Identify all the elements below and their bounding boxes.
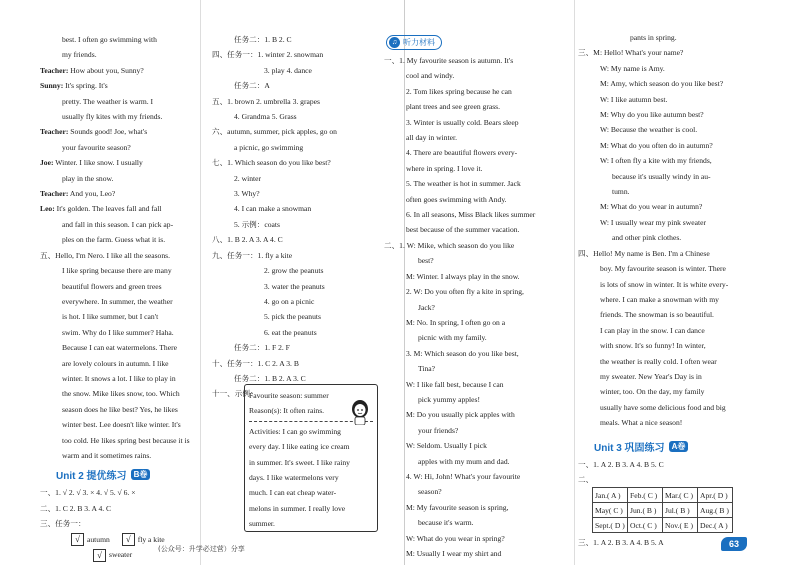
box-line: every day. I like eating ice cream (249, 442, 350, 452)
text-line: 2. winter (234, 173, 261, 183)
text-line: and fall in this season. I can pick ap- (62, 219, 174, 229)
headphone-icon: ♫ (389, 37, 400, 48)
text-line: 任务二：1. B 2. A 3. C (234, 373, 306, 383)
text-line: M: Do you usually pick apples with (406, 410, 515, 420)
month-cell: Mar.( C ) (663, 488, 698, 503)
text-line: 2. Tom likes spring because he can (406, 86, 512, 96)
text-line: 六、autumn, summer, pick apples, go on (212, 127, 337, 137)
column-divider (574, 0, 575, 565)
text-line: 5. pick the peanuts (264, 312, 321, 322)
text-line: 二、 (578, 474, 594, 484)
text-line: best. I often go swimming with (62, 35, 157, 44)
text-line: my sweater. New Year's Day is in (600, 371, 702, 381)
col4-lines (578, 30, 778, 431)
column-2 (212, 32, 397, 402)
text-line: 七、1. Which season do you like best? (212, 158, 331, 168)
text-line: pants in spring. (630, 33, 677, 42)
text-line: W: I often fly a kite with my friends, (600, 156, 712, 166)
text-line: friends. The snowman is so beautiful. (600, 310, 714, 320)
task1-b: fly a kite (137, 534, 165, 544)
text-line: pretty. The weather is warm. I (62, 96, 154, 106)
box-line: Activities: I can go swimming (249, 426, 341, 436)
text-line: 一、1. √ 2. √ 3. × 4. √ 5. √ 6. × (40, 488, 136, 498)
text-line: Teacher: And you, Leo? (40, 189, 116, 199)
listening-header (386, 35, 442, 50)
text-line: a picnic, go swimming (234, 142, 304, 152)
month-cell: Aug.( B ) (698, 503, 733, 518)
text-line: 二、1. W: Mike, which season do you like (384, 240, 515, 250)
text-line: winter. It snows a lot. I like to play in (62, 373, 176, 383)
text-line: W: Seldom. Usually I pick (406, 441, 487, 451)
month-cell: Dec.( A ) (698, 518, 733, 533)
text-line: apples with my mum and dad. (418, 456, 510, 466)
text-line: I can play in the snow. I can dance (600, 325, 705, 335)
month-cell: Jan.( A ) (593, 488, 628, 503)
text-line: 6. eat the peanuts (264, 327, 317, 337)
text-line: 三、任务一： (40, 519, 86, 529)
text-line: M: What do you often do in autumn? (600, 140, 713, 150)
text-line: 八、1. B 2. A 3. A 4. C (212, 235, 283, 245)
text-line: Teacher: How about you, Sunny? (40, 65, 144, 75)
text-line: Because I can eat watermelons. There (62, 343, 177, 353)
month-cell: Nov.( E ) (663, 518, 698, 533)
text-line: 4. I can make a snowman (234, 204, 312, 214)
text-line: 十、任务一：1. C 2. A 3. B (212, 358, 299, 368)
month-cell: May( C ) (593, 503, 628, 518)
text-line: 5. 示例：coats (234, 219, 280, 229)
box-line: in summer. It's sweet. I like rainy (249, 457, 350, 467)
months-row (593, 518, 733, 533)
example-writing-box (244, 384, 378, 532)
text-line: Tina? (418, 364, 436, 374)
text-line: play in the snow. (62, 173, 114, 183)
box-line: Favourite season: summer (249, 391, 329, 400)
text-line: 四、Hello! My name is Ben. I'm a Chinese (578, 248, 710, 258)
text-line: usually fly kites with my friends. (62, 112, 163, 122)
text-line: 五、Hello, I'm Nero. I like all the seasons. (40, 250, 171, 260)
text-line: Joe: Winter. I like snow. I usually (40, 158, 143, 168)
text-line: 4. W: Hi, John! What's your favourite (406, 471, 521, 481)
text-line: where. I can make a snowman with my (600, 294, 719, 304)
text-line: season does he like best? Yes, he likes (62, 404, 178, 414)
text-line: M: Why do you like autumn best? (600, 110, 704, 120)
unit3-title: Unit 3 巩固练习 (594, 442, 665, 454)
text-line: Leo: It's golden. The leaves fall and fall (40, 204, 162, 214)
text-line: is lots of snow in winter. It is white every- (600, 279, 729, 289)
text-line: 2. grow the peanuts (264, 266, 324, 276)
text-line: W: Because the weather is cool. (600, 125, 698, 135)
text-line: W: My name is Amy. (600, 63, 665, 73)
text-line: 3. Winter is usually cold. Bears sleep (406, 117, 519, 127)
text-line: picnic with my family. (418, 333, 487, 343)
check-box: √ (71, 533, 84, 546)
text-line: 5. The weather is hot in summer. Jack (406, 179, 521, 189)
text-line: best because of the summer vacation. (406, 225, 520, 235)
text-line: are lovely colours in autumn. I like (62, 358, 169, 368)
task1-c: sweater (109, 550, 133, 559)
text-line: Teacher: Sounds good! Joe, what's (40, 127, 148, 137)
text-line: my friends. (62, 50, 97, 60)
text-line: 十一、示例： (212, 389, 258, 399)
text-line: everywhere. In summer, the weather (62, 296, 173, 306)
task1-a: autumn (87, 534, 110, 544)
text-line: the weather is really cold. I often wear (600, 356, 717, 366)
text-line: warm and it sometimes rains. (62, 450, 152, 460)
unit2-title: Unit 2 提优练习 (56, 471, 127, 483)
box-line: Reason(s): It often rains. (249, 406, 325, 416)
column-3 (384, 30, 572, 561)
text-line: 九、任务一：1. fly a kite (212, 250, 293, 260)
text-line: M: What do you wear in autumn? (600, 202, 703, 212)
text-line: swim. Why do I like summer? Haha. (62, 327, 174, 337)
text-line: I like spring because there are many (62, 266, 172, 276)
text-line: with snow. It's so funny! In winter, (600, 341, 706, 351)
text-line: cool and windy. (406, 71, 455, 81)
text-line: W: I like fall best, because I can (406, 379, 504, 389)
box-line: days. I like watermelons very (249, 473, 339, 483)
text-line: boy. My favourite season is winter. There (600, 264, 726, 274)
col3-lines (384, 53, 572, 561)
box-line: summer. (249, 519, 275, 529)
text-line: W: I usually wear my pink sweater (600, 217, 706, 227)
text-line: 一、1. My favourite season is autumn. It's (384, 56, 514, 65)
text-line: all day in winter. (406, 133, 458, 143)
text-line: M: My favourite season is spring, (406, 502, 509, 512)
text-line: too cold. He likes spring best because it is (62, 435, 190, 445)
month-cell: Jul.( B ) (663, 503, 698, 518)
text-line: winter best. Lee doesn't like winter. It's (62, 420, 181, 430)
text-line: 二、1. C 2. B 3. A 4. C (40, 503, 112, 513)
text-line: tumn. (612, 187, 630, 197)
text-line: because it's warm. (418, 518, 474, 528)
page-number: 63 (721, 537, 747, 551)
text-line: meals. What a nice season! (600, 418, 683, 428)
text-line: Jack? (418, 302, 435, 312)
text-line: and other pink clothes. (612, 233, 682, 243)
text-line: 3. play 4. dance (264, 65, 312, 75)
col4b-lines (578, 457, 778, 488)
text-line: pick yummy apples! (418, 394, 481, 404)
text-line: season? (418, 487, 442, 497)
month-cell: Sept.( D ) (593, 518, 628, 533)
unit3-tag: A卷 (669, 441, 689, 452)
text-line: 4. go on a picnic (264, 296, 315, 306)
text-line: 3. Why? (234, 189, 260, 199)
text-line: winter, too. On the day, my family (600, 387, 705, 397)
text-line: usually have some delicious food and big (600, 402, 726, 412)
box-line: melons in summer. I really love (249, 503, 346, 513)
text-line: ples on the farm. Guess what it is. (62, 235, 166, 245)
month-cell: Apr.( D ) (698, 488, 733, 503)
text-line: 一、1. A 2. B 3. A 4. B 5. C (578, 459, 664, 469)
column-1 (40, 32, 198, 562)
footer-note: (公众号：升学必过营）分享 (158, 545, 245, 553)
month-cell: Oct.( C ) (628, 518, 663, 533)
column-4 (578, 30, 778, 551)
text-line: beautiful flowers and green trees (62, 281, 162, 291)
text-line: W: I like autumn best. (600, 94, 668, 104)
girl-illustration-icon (349, 399, 371, 425)
text-line: your friends? (418, 425, 459, 435)
text-line: because it's usually windy in au- (612, 171, 711, 181)
unit2-heading (56, 467, 198, 482)
check-box: √ (93, 549, 106, 562)
month-cell: Feb.( C ) (628, 488, 663, 503)
text-line: M: Winter. I always play in the snow. (406, 271, 520, 281)
text-line: M: Usually I wear my shirt and (406, 549, 502, 558)
col2-lines (212, 32, 397, 402)
month-cell: Jun.( B ) (628, 503, 663, 518)
unit2-tag: B卷 (131, 469, 151, 480)
text-line: 2. W: Do you often fly a kite in spring, (406, 287, 524, 297)
text-line: often goes swimming with Andy. (406, 194, 507, 204)
months-table (592, 487, 733, 533)
text-line: is hot. I like summer, but I can't (62, 312, 159, 322)
check-box: √ (122, 533, 135, 546)
text-line: W: What do you wear in spring? (406, 533, 505, 543)
text-line: 4. There are beautiful flowers every- (406, 148, 518, 158)
text-line: 三、M: Hello! What's your name? (578, 48, 684, 58)
text-line: 任务二：1. B 2. C (234, 35, 292, 44)
text-line: your favourite season? (62, 142, 131, 152)
text-line: 四、任务一：1. winter 2. snowman (212, 50, 324, 60)
text-line: M: No. In spring, I often go on a (406, 317, 506, 327)
text-line: 五、1. brown 2. umbrella 3. grapes (212, 96, 320, 106)
col4-last-line: 三、1. A 2. B 3. A 4. B 5. A (578, 538, 664, 548)
text-line: plant trees and see green grass. (406, 102, 501, 112)
months-row (593, 503, 733, 518)
text-line: 3. water the peanuts (264, 281, 325, 291)
text-line: where in spring. I love it. (406, 163, 483, 173)
col1-lines (40, 32, 198, 463)
text-line: the snow. Mike likes snow, too. Which (62, 389, 180, 399)
text-line: M: Amy, which season do you like best? (600, 79, 724, 89)
text-line: Sunny: It's spring. It's (40, 81, 108, 91)
listening-title: 听力材料 (403, 38, 435, 47)
text-line: 4. Grandma 5. Grass (234, 112, 297, 122)
column-divider (200, 0, 201, 565)
months-row (593, 488, 733, 503)
col1b-lines (40, 485, 198, 531)
text-line: 3. M: Which season do you like best, (406, 348, 519, 358)
unit3-heading (594, 439, 778, 454)
text-line: 任务二：A (234, 81, 270, 91)
text-line: 任务二：1. F 2. F (234, 343, 290, 353)
box-line: much. I can eat cheap water- (249, 488, 337, 498)
text-line: 6. In all seasons, Miss Black likes summer (406, 210, 536, 220)
text-line: best? (418, 256, 434, 266)
